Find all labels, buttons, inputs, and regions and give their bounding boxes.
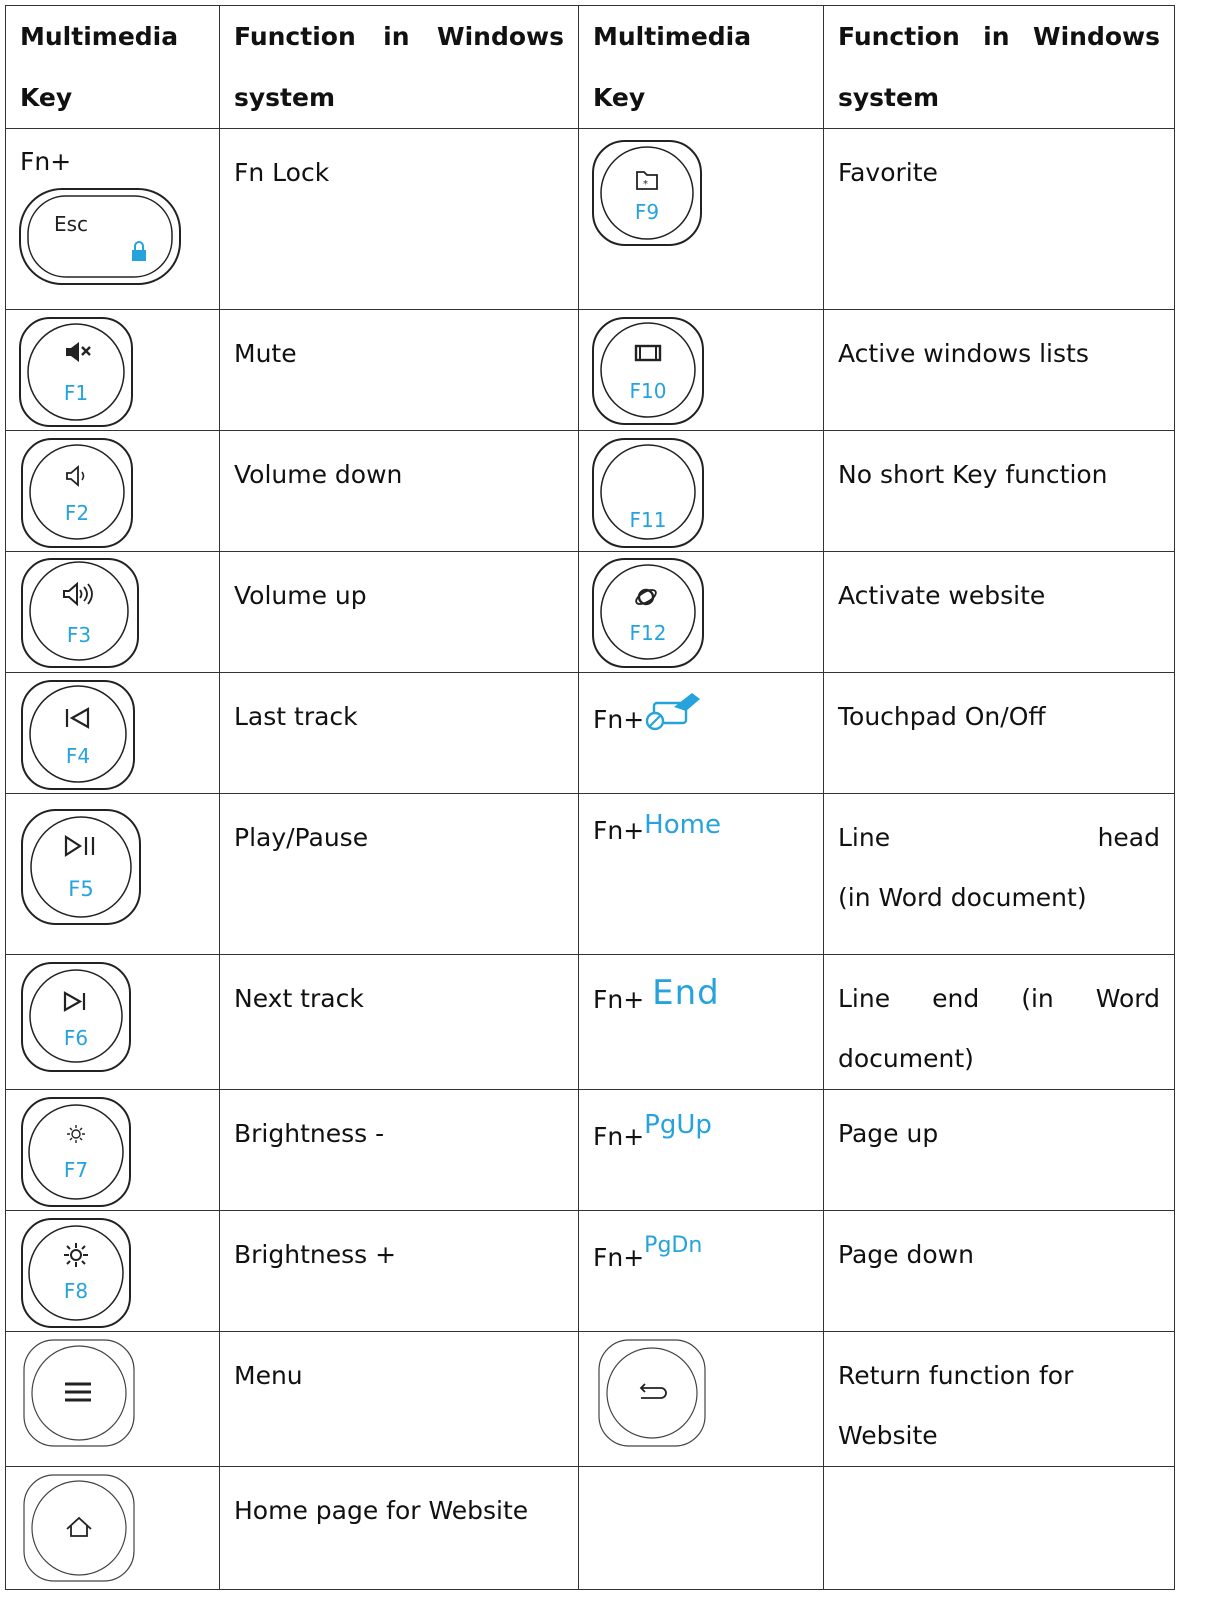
home-page-key <box>22 1473 162 1589</box>
header-multimedia-key: Multimedia Key <box>579 6 824 129</box>
key-cell <box>6 129 220 310</box>
brightness-up-icon <box>64 1243 88 1267</box>
window-list-icon <box>636 346 660 360</box>
esc-label: Esc <box>54 212 89 236</box>
menu-key <box>22 1338 162 1454</box>
key-cell <box>6 955 220 1090</box>
key-cell <box>6 310 220 431</box>
svg-text:F2: F2 <box>64 501 90 525</box>
key-cell <box>579 794 824 955</box>
f7-key <box>20 1094 160 1210</box>
table-row <box>6 1090 1175 1211</box>
return-icon <box>641 1384 666 1398</box>
function-cell: Brightness - <box>220 1090 579 1211</box>
header-function: Function in Windows system <box>824 6 1175 129</box>
key-cell <box>6 1467 220 1590</box>
volume-up-icon <box>64 584 92 604</box>
multimedia-key-table <box>5 5 1175 1590</box>
table-row <box>6 955 1175 1090</box>
function-cell: Line end (in Word document) <box>824 955 1175 1090</box>
svg-text:F7: F7 <box>63 1158 89 1182</box>
browser-icon <box>634 587 658 607</box>
svg-text:F10: F10 <box>629 379 667 403</box>
function-cell: Line head (in Word document) <box>824 794 1175 955</box>
f11-key <box>591 435 721 551</box>
pgup-key-label: PgUp <box>644 1110 712 1140</box>
home-icon <box>67 1518 91 1536</box>
volume-down-icon <box>67 467 84 485</box>
empty-cell <box>579 1467 824 1590</box>
svg-text:F9: F9 <box>634 200 660 224</box>
empty-cell <box>824 1467 1175 1590</box>
f2-key <box>20 435 160 551</box>
function-cell: Last track <box>220 673 579 794</box>
key-cell <box>579 1211 824 1332</box>
function-cell: Page down <box>824 1211 1175 1332</box>
function-cell: Favorite <box>824 129 1175 310</box>
function-cell: Fn Lock <box>220 129 579 310</box>
previous-track-icon <box>67 709 88 727</box>
key-cell <box>579 1090 824 1211</box>
function-cell: Volume up <box>220 552 579 673</box>
f8-key <box>20 1215 160 1331</box>
esc-key <box>6 177 186 287</box>
home-key-label: Home <box>644 810 721 840</box>
key-cell <box>6 1211 220 1332</box>
header-row <box>6 6 1175 129</box>
f3-key <box>20 555 160 671</box>
function-cell: Next track <box>220 955 579 1090</box>
f10-key <box>591 314 721 430</box>
key-cell <box>579 955 824 1090</box>
brightness-down-icon <box>67 1125 85 1143</box>
function-cell: Page up <box>824 1090 1175 1211</box>
header-multimedia-key: Multimedia Key <box>6 6 220 129</box>
f9-key <box>591 137 721 257</box>
key-cell <box>6 673 220 794</box>
fn-prefix: Fn+ <box>593 1122 645 1151</box>
key-cell <box>579 431 824 552</box>
fn-prefix: Fn+ <box>593 704 645 734</box>
header-function: Function in Windows system <box>220 6 579 129</box>
key-cell <box>6 431 220 552</box>
table-row <box>6 673 1175 794</box>
function-cell: Touchpad On/Off <box>824 673 1175 794</box>
key-cell <box>579 1332 824 1467</box>
next-track-icon <box>65 993 84 1010</box>
function-cell: Volume down <box>220 431 579 552</box>
function-cell: Active windows lists <box>824 310 1175 431</box>
key-cell <box>6 794 220 955</box>
function-cell: Play/Pause <box>220 794 579 955</box>
f12-key <box>591 555 721 671</box>
mute-icon <box>66 342 90 362</box>
touchpad-off-icon <box>644 689 706 733</box>
table-row <box>6 1211 1175 1332</box>
play-pause-icon <box>66 837 93 855</box>
key-cell <box>579 129 824 310</box>
svg-text:F1: F1 <box>63 381 89 405</box>
key-cell <box>6 1090 220 1211</box>
fn-pgdn-combo <box>579 1211 823 1272</box>
svg-text:F5: F5 <box>68 877 94 901</box>
fn-prefix: Fn+ <box>593 816 645 845</box>
menu-icon <box>65 1384 91 1400</box>
table-row <box>6 552 1175 673</box>
return-key <box>597 1338 727 1454</box>
function-cell: Menu <box>220 1332 579 1467</box>
pgdn-key-label: PgDn <box>644 1233 703 1258</box>
fn-prefix: Fn+ <box>20 147 72 176</box>
svg-text:F4: F4 <box>65 744 91 768</box>
f1-key <box>18 314 158 430</box>
svg-text:F8: F8 <box>63 1279 89 1303</box>
function-cell: Return function for Website <box>824 1332 1175 1467</box>
table-row <box>6 1467 1175 1590</box>
function-cell: Brightness + <box>220 1211 579 1332</box>
key-cell <box>6 1332 220 1467</box>
key-cell <box>6 552 220 673</box>
key-cell <box>579 310 824 431</box>
favorite-folder-icon <box>637 172 657 190</box>
f5-key <box>20 806 170 946</box>
table-row <box>6 129 1175 310</box>
lock-icon <box>132 242 146 261</box>
svg-text:F12: F12 <box>629 621 667 645</box>
fn-end-combo <box>579 955 823 1013</box>
svg-text:F6: F6 <box>63 1026 89 1050</box>
svg-text:F3: F3 <box>66 623 92 647</box>
fn-pgup-combo <box>579 1090 823 1151</box>
table-row <box>6 1332 1175 1467</box>
fn-prefix: Fn+ <box>593 985 653 1014</box>
f4-key <box>20 677 160 793</box>
function-cell: No short Key function <box>824 431 1175 552</box>
table-row <box>6 794 1175 955</box>
svg-text:F11: F11 <box>629 508 667 532</box>
svg-text:*: * <box>643 179 648 190</box>
fn-home-combo <box>579 794 823 846</box>
fn-prefix: Fn+ <box>593 1243 645 1272</box>
table-row <box>6 310 1175 431</box>
table-row <box>6 431 1175 552</box>
key-cell <box>579 552 824 673</box>
function-cell: Activate website <box>824 552 1175 673</box>
key-cell <box>579 673 824 794</box>
end-key-label: End <box>652 973 720 1013</box>
function-cell: Home page for Website <box>220 1467 579 1590</box>
f6-key <box>20 959 160 1075</box>
function-cell: Mute <box>220 310 579 431</box>
